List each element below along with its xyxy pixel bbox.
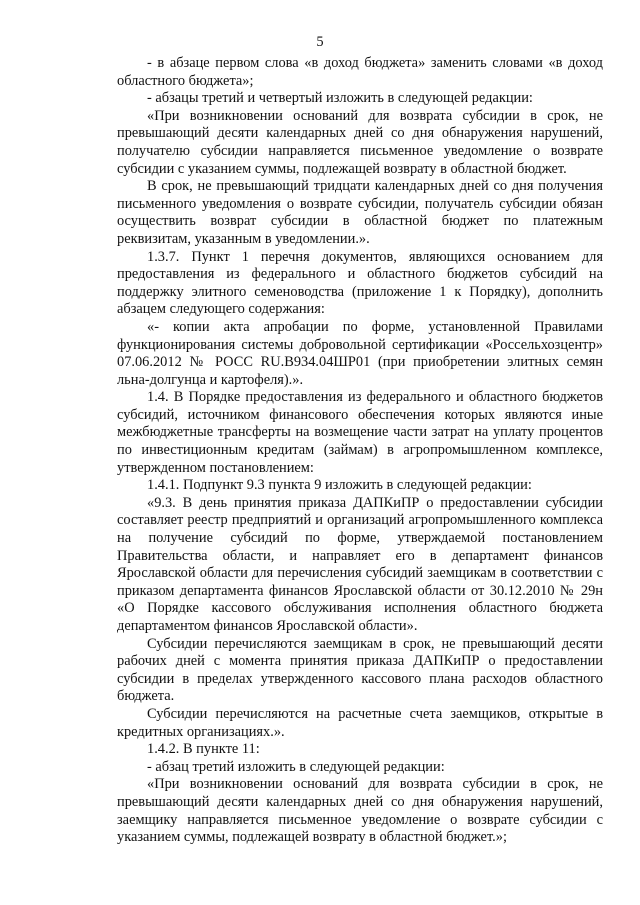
paragraph-quote-return-deadline: В срок, не превышающий тридцати календарных дней со дня получения письменного уведомления о возврате субсидии, получатель субсидии обязан осуществить возврат субсидии в областной бюджет по платежным реквизитам, указанным в уведомлении.». [117, 178, 603, 247]
paragraph-quote-approbation-act: «- копии акта апробации по форме, установленной Правилами функционирования системы добровольной сертификации «Россельхозцентр» 07.06.2012 № РОСС RU.В934.04ШР01 (при приобретении элитных семян льна-долгунца и картофеля).». [117, 318, 603, 388]
paragraph-subsidy-transfer-term: Субсидии перечисляются заемщикам в срок, не превышающий десяти рабочих дней с момента принятия приказа ДАПКиПР о предоставлении субсидии в пределах утвержденного кассового плана расходов областного бюджета. [117, 635, 603, 705]
document-body [117, 55, 603, 847]
paragraph-item-1-4-1: 1.4.1. Подпункт 9.3 пункта 9 изложить в следующей редакции: [147, 477, 532, 494]
paragraph-amendment-intro: - абзацы третий и четвертый изложить в следующей редакции: [147, 90, 533, 107]
paragraph-quote-9-3: «9.3. В день принятия приказа ДАПКиПР о предоставлении субсидии составляет реестр предприятий и организаций агропромышленного комплекса на получение субсидий по форме, утверждаемой постановлением Правительства области, и направляет его в департамент финансов Ярославской области для перечисления субсидий заемщикам в соответствии с приказом департамента финансов Ярославской области от 30.12.2010 № 29н «О Порядке кассового обслуживания исполнения областного бюджета департаментом финансов Ярославской области». [117, 494, 603, 634]
paragraph-item-1-4-2: 1.4.2. В пункте 11: [147, 741, 260, 758]
paragraph-item-1-3-7: 1.3.7. Пункт 1 перечня документов, являющихся основанием для предоставления из федерального и областного бюджетов субсидий на поддержку элитного семеноводства (приложение 1 к Порядку), дополнить абзацем следующего содержания: [117, 248, 603, 318]
paragraph-amendment-words: - в абзаце первом слова «в доход бюджета» заменить словами «в доход областного бюджета»; [117, 55, 603, 89]
paragraph-item-1-4: 1.4. В Порядке предоставления из федерального и областного бюджетов субсидий, источником финансового обеспечения которых являются иные межбюджетные трансферты на возмещение части затрат на уплату процентов по инвестиционным кредитам (займам) в агропромышленном комплексе, утвержденном постановлением: [117, 389, 603, 476]
paragraph-subsidy-accounts: Субсидии перечисляются на расчетные счета заемщиков, открытые в кредитных организациях.». [117, 705, 603, 740]
page-number: 5 [316, 34, 324, 50]
paragraph-quote-borrower-notice: «При возникновении оснований для возврата субсидии в срок, не превышающий десяти календарных дней со дня обнаружения нарушений, заемщику направляется письменное уведомление о возврате субсидии с указанием суммы, подлежащей возврату в областной бюджет.»; [117, 776, 603, 846]
paragraph-third-abzac-intro: - абзац третий изложить в следующей редакции: [147, 758, 445, 775]
paragraph-quote-return-notice: «При возникновении оснований для возврата субсидии в срок, не превышающий десяти календарных дней со дня обнаружения нарушений, получателю субсидии направляется письменное уведомление о возврате субсидии с указанием суммы, подлежащей возврату в областной бюджет. [117, 107, 603, 177]
